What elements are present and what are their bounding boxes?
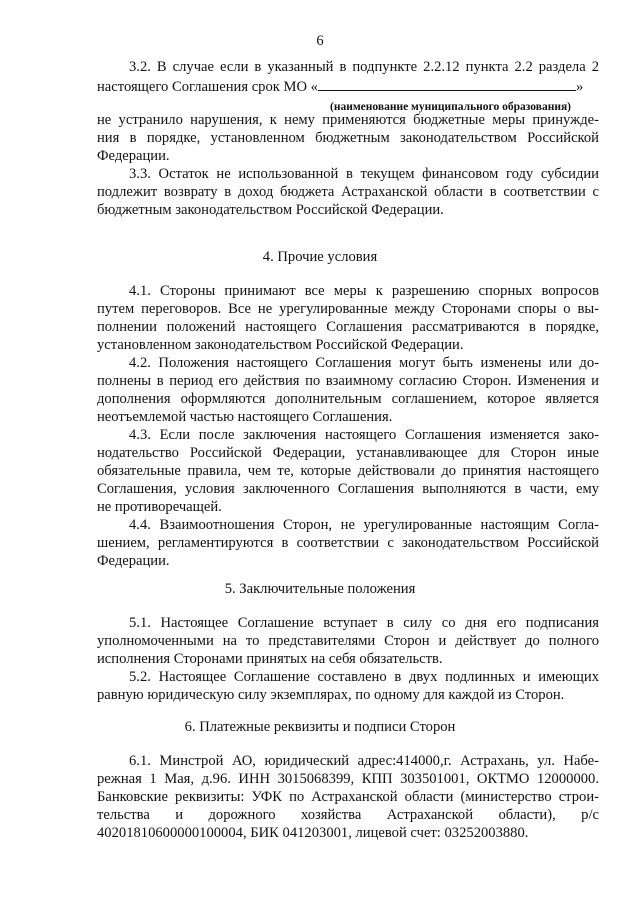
line: Банковские реквизиты: УФК по Астраханской области (министерство строи- (97, 789, 599, 805)
blank-underline (318, 76, 576, 91)
line: Федерации. (97, 148, 170, 164)
line: исполнения Сторонами принятых на себя обязательств. (97, 651, 443, 667)
section-heading-5: 5. Заключительные положения (224, 581, 416, 597)
line: 4.1. Стороны принимают все меры к разрешению спорных вопросов (129, 283, 599, 299)
blank-caption: (наименование муниципального образования) (330, 101, 572, 113)
paragraph-5-2 (97, 668, 599, 704)
line: не противоречащей. (97, 499, 222, 515)
line: 6.1. Минстрой АО, юридический адрес:414000,г. Астрахань, ул. Набе- (129, 753, 599, 769)
paragraph-4-2 (97, 354, 599, 426)
paragraph-4-3 (97, 426, 599, 516)
page-number: 6 (316, 33, 324, 49)
paragraph-3-2 (97, 58, 599, 96)
paragraph-3-3 (97, 165, 599, 219)
line: Федерации. (97, 553, 170, 569)
line: 40201810600000100004, БИК 041203001, лицевой счет: 03252003880. (97, 825, 529, 841)
paragraph-4-1 (97, 282, 599, 354)
line: шением, регламентируются в соответствии с законодательством Российской (97, 535, 599, 551)
line: тельства и дорожного хозяйства Астраханской области), р/с (97, 807, 599, 823)
paragraph-6-1 (97, 752, 599, 842)
closing-quote: » (575, 79, 584, 95)
line: полнении положений настоящего Соглашения рассматриваются в порядке, (97, 319, 599, 335)
line: нодательство Российской Федерации, устанавливающее для Сторон иные (97, 445, 599, 461)
line: 4.3. Если после заключения настоящего Соглашения изменяется зако- (129, 427, 599, 443)
section-heading-6: 6. Платежные реквизиты и подписи Сторон (184, 719, 456, 735)
paragraph-5-1 (97, 614, 599, 668)
line: уполномоченными на то представителями Сторон и действует до полного (97, 633, 599, 649)
line: подлежит возврату в доход бюджета Астраханской области в соответствии с (97, 184, 599, 200)
line: бюджетным законодательством Российской Федерации. (97, 202, 444, 218)
line: не устранило нарушения, к нему применяются бюджетные меры принужде- (97, 112, 599, 128)
section-heading-4: 4. Прочие условия (262, 249, 378, 265)
line: 5.2. Настоящее Соглашение составлено в двух подлинных и имеющих (129, 669, 599, 685)
line: полнены в период его действия по взаимному согласию Сторон. Изменения и (97, 373, 599, 389)
line: установленном законодательством Российской Федерации. (97, 337, 464, 353)
line: 3.3. Остаток не использованной в текущем финансовом году субсидии (129, 166, 599, 182)
line: путем переговоров. Все не урегулированные между Сторонами споры о вы- (97, 301, 599, 317)
line: 3.2. В случае если в указанный в подпункте 2.2.12 пункта 2.2 раздела 2 (129, 59, 599, 75)
line: равную юридическую силу экземплярах, по одному для каждой из Сторон. (97, 687, 565, 703)
paragraph-4-4 (97, 516, 599, 570)
line: Соглашения, условия заключенного Соглашения выполняются в части, ему (97, 481, 599, 497)
line (97, 76, 599, 96)
line: обязательные правила, чем те, которые действовали до принятия настоящего (97, 463, 599, 479)
line-text: настоящего Соглашения срок МО « (97, 79, 318, 95)
line: неотъемлемой частью настоящего Соглашения. (97, 409, 393, 425)
line: дополнения оформляются дополнительным соглашением, которое является (97, 391, 599, 407)
line: 4.4. Взаимоотношения Сторон, не урегулированные настоящим Согла- (129, 517, 599, 533)
line: 4.2. Положения настоящего Соглашения могут быть изменены или до- (129, 355, 599, 371)
paragraph-3-2-cont (97, 111, 599, 165)
line: режная 1 Мая, д.96. ИНН 3015068399, КПП 303501001, ОКТМО 12000000. (97, 771, 599, 787)
line: 5.1. Настоящее Соглашение вступает в силу со дня его подписания (129, 615, 599, 631)
line: ния в порядке, установленном бюджетным законодательством Российской (97, 130, 599, 146)
